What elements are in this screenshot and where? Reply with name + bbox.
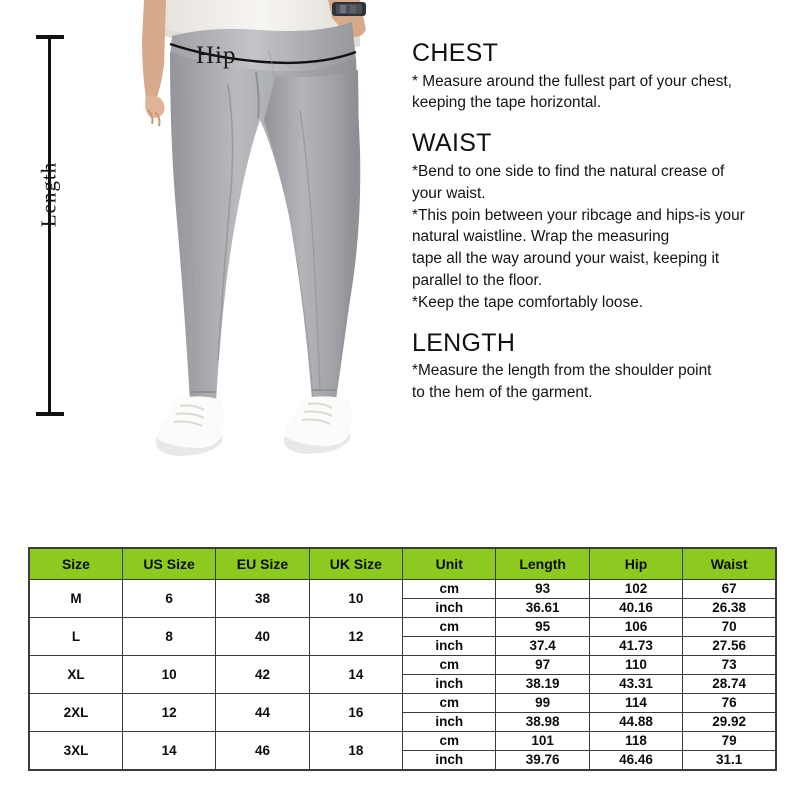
waist-heading: WAIST bbox=[412, 129, 492, 158]
header-length: Length bbox=[496, 548, 589, 580]
length-heading: LENGTH bbox=[412, 328, 516, 357]
cell-waist: 31.1 bbox=[683, 751, 776, 771]
size-chart-table-container bbox=[28, 547, 775, 771]
cell-size: 3XL bbox=[29, 732, 122, 771]
cell-size: L bbox=[29, 618, 122, 656]
chest-line-2: keeping the tape horizontal. bbox=[412, 94, 602, 112]
size-chart-body bbox=[29, 580, 776, 771]
cell-us-size: 6 bbox=[122, 580, 215, 618]
length-annotation-label: Length bbox=[36, 161, 61, 228]
cell-eu-size: 40 bbox=[216, 618, 309, 656]
cell-hip: 102 bbox=[589, 580, 682, 599]
dimension-cap-bottom bbox=[36, 412, 64, 416]
cell-us-size: 12 bbox=[122, 694, 215, 732]
cell-waist: 76 bbox=[683, 694, 776, 713]
cell-length: 38.19 bbox=[496, 675, 589, 694]
size-chart-table bbox=[28, 547, 777, 771]
cell-unit: inch bbox=[403, 713, 496, 732]
cell-hip: 110 bbox=[589, 656, 682, 675]
cell-uk-size: 18 bbox=[309, 732, 402, 771]
cell-hip: 106 bbox=[589, 618, 682, 637]
cell-eu-size: 38 bbox=[216, 580, 309, 618]
length-line-1: *Measure the length from the shoulder point bbox=[412, 362, 712, 380]
cell-waist: 70 bbox=[683, 618, 776, 637]
cell-eu-size: 42 bbox=[216, 656, 309, 694]
size-chart-header bbox=[29, 548, 776, 580]
length-body bbox=[412, 360, 792, 404]
product-photo bbox=[60, 0, 400, 520]
cell-size: XL bbox=[29, 656, 122, 694]
cell-hip: 46.46 bbox=[589, 751, 682, 771]
instruction-section-chest bbox=[412, 40, 792, 114]
waist-line-5: tape all the way around your waist, keeping it bbox=[412, 250, 720, 268]
cell-unit: inch bbox=[403, 599, 496, 618]
table-row bbox=[29, 618, 776, 637]
header-waist: Waist bbox=[683, 548, 776, 580]
cell-eu-size: 44 bbox=[216, 694, 309, 732]
table-row bbox=[29, 656, 776, 675]
header-hip: Hip bbox=[589, 548, 682, 580]
table-row bbox=[29, 580, 776, 599]
cell-uk-size: 12 bbox=[309, 618, 402, 656]
header-size: Size bbox=[29, 548, 122, 580]
header-us-size: US Size bbox=[122, 548, 215, 580]
header-uk-size: UK Size bbox=[309, 548, 402, 580]
cell-waist: 67 bbox=[683, 580, 776, 599]
cell-hip: 43.31 bbox=[589, 675, 682, 694]
cell-unit: inch bbox=[403, 637, 496, 656]
cell-hip: 40.16 bbox=[589, 599, 682, 618]
waist-line-3: *This poin between your ribcage and hips-is your bbox=[412, 206, 745, 224]
chest-line-1: * Measure around the fullest part of your chest, bbox=[412, 72, 732, 90]
waist-line-6: parallel to the floor. bbox=[412, 272, 543, 290]
waist-line-7: *Keep the tape comfortably loose. bbox=[412, 294, 644, 311]
cell-unit: inch bbox=[403, 751, 496, 771]
cell-unit: cm bbox=[403, 732, 496, 751]
instruction-section-waist bbox=[412, 130, 792, 314]
cell-length: 93 bbox=[496, 580, 589, 599]
waist-line-1: *Bend to one side to find the natural crease of bbox=[412, 162, 725, 180]
cell-length: 101 bbox=[496, 732, 589, 751]
cell-us-size: 14 bbox=[122, 732, 215, 771]
header-row bbox=[29, 548, 776, 580]
cell-unit: cm bbox=[403, 580, 496, 599]
waist-line-4: natural waistline. Wrap the measuring bbox=[412, 228, 670, 246]
cell-uk-size: 16 bbox=[309, 694, 402, 732]
length-dimension-line bbox=[30, 32, 70, 420]
cell-us-size: 10 bbox=[122, 656, 215, 694]
cell-length: 37.4 bbox=[496, 637, 589, 656]
model-wearing-pants-illustration bbox=[60, 0, 400, 520]
cell-unit: cm bbox=[403, 618, 496, 637]
cell-waist: 29.92 bbox=[683, 713, 776, 732]
cell-length: 97 bbox=[496, 656, 589, 675]
cell-hip: 44.88 bbox=[589, 713, 682, 732]
cell-size: 2XL bbox=[29, 694, 122, 732]
cell-eu-size: 46 bbox=[216, 732, 309, 771]
cell-hip: 41.73 bbox=[589, 637, 682, 656]
cell-waist: 27.56 bbox=[683, 637, 776, 656]
table-row bbox=[29, 694, 776, 713]
hip-annotation-label: Hip bbox=[196, 42, 237, 69]
cell-waist: 73 bbox=[683, 656, 776, 675]
cell-uk-size: 14 bbox=[309, 656, 402, 694]
table-row bbox=[29, 732, 776, 751]
waist-body bbox=[412, 161, 792, 314]
cell-waist: 79 bbox=[683, 732, 776, 751]
cell-length: 99 bbox=[496, 694, 589, 713]
header-unit: Unit bbox=[403, 548, 496, 580]
cell-unit: inch bbox=[403, 675, 496, 694]
cell-length: 36.61 bbox=[496, 599, 589, 618]
cell-hip: 118 bbox=[589, 732, 682, 751]
cell-waist: 26.38 bbox=[683, 599, 776, 618]
cell-unit: cm bbox=[403, 694, 496, 713]
instruction-section-length bbox=[412, 330, 792, 404]
cell-length: 39.76 bbox=[496, 751, 589, 771]
measuring-instructions bbox=[412, 40, 792, 404]
cell-unit: cm bbox=[403, 656, 496, 675]
cell-length: 95 bbox=[496, 618, 589, 637]
waist-line-2: your waist. bbox=[412, 184, 486, 202]
cell-us-size: 8 bbox=[122, 618, 215, 656]
cell-size: M bbox=[29, 580, 122, 618]
chest-heading: CHEST bbox=[412, 39, 499, 67]
chest-body bbox=[412, 71, 792, 115]
length-line-2: to the hem of the garment. bbox=[412, 384, 593, 402]
cell-length: 38.98 bbox=[496, 713, 589, 732]
cell-uk-size: 10 bbox=[309, 580, 402, 618]
cell-hip: 114 bbox=[589, 694, 682, 713]
cell-waist: 28.74 bbox=[683, 675, 776, 694]
header-eu-size: EU Size bbox=[216, 548, 309, 580]
